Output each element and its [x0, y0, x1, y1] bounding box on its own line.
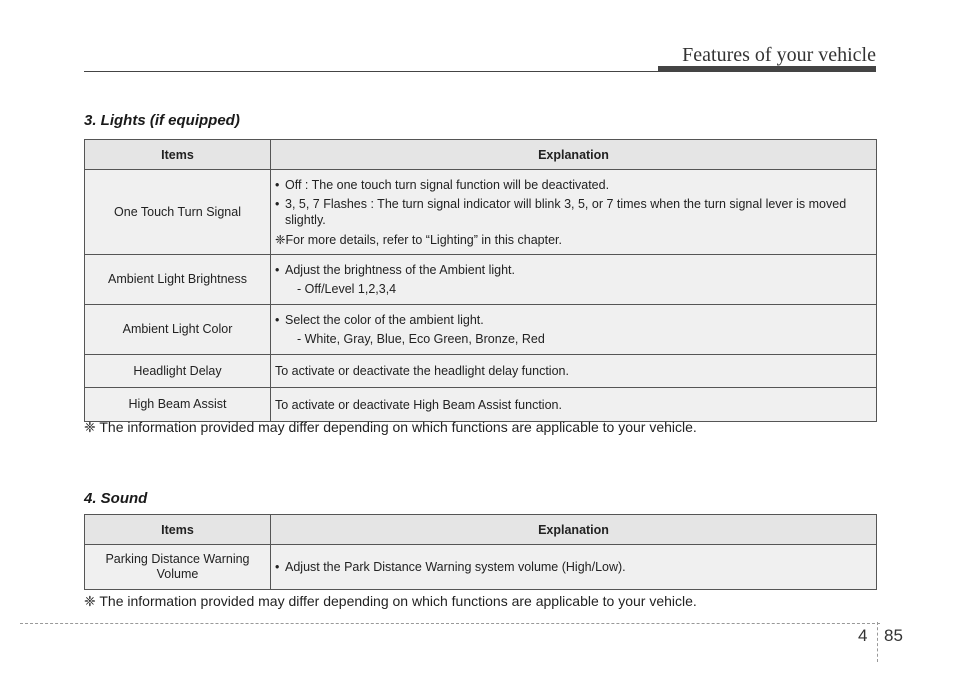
- explanation-cell: [271, 170, 877, 255]
- column-header-items: Items: [85, 515, 271, 545]
- explanation-bullet: • Adjust the Park Distance Warning system volume (High/Low).: [275, 559, 874, 575]
- item-ambient-light-color: Ambient Light Color: [85, 305, 271, 355]
- column-header-explanation: Explanation: [271, 515, 877, 545]
- table-header-row: [85, 515, 877, 545]
- header-rule-thin: [84, 71, 750, 72]
- explanation-cell: [271, 305, 877, 355]
- explanation-bullet: • Select the color of the ambient light.: [275, 312, 874, 328]
- column-header-items: Items: [85, 140, 271, 170]
- note-symbol-icon: ❈: [84, 593, 96, 609]
- item-high-beam-assist: High Beam Assist: [85, 388, 271, 422]
- header-rule-thick: [658, 66, 876, 72]
- section-title-sound: 4. Sound: [84, 490, 148, 507]
- page-chapter-number: 4: [858, 626, 868, 645]
- explanation-sub: - White, Gray, Blue, Eco Green, Bronze, Red: [297, 332, 545, 346]
- sound-table: [84, 514, 877, 590]
- table-row: [85, 545, 877, 590]
- explanation-cell: [271, 255, 877, 305]
- page-header-title: Features of your vehicle: [682, 44, 876, 66]
- item-one-touch-turn-signal: One Touch Turn Signal: [85, 170, 271, 255]
- explanation-cell: [271, 545, 877, 590]
- note-symbol-icon: ❈: [84, 419, 96, 435]
- sound-footnote: ❈ The information provided may differ depending on which functions are applicable to your vehicle.: [84, 593, 697, 609]
- explanation-bullet: • 3, 5, 7 Flashes : The turn signal indicator will blink 3, 5, or 7 times when the turn signal lever is moved slightly.: [275, 196, 874, 228]
- explanation-bullet: • Adjust the brightness of the Ambient light.: [275, 262, 874, 278]
- item-parking-distance-warning-volume: Parking Distance Warning Volume: [85, 545, 271, 590]
- explanation-bullet: • Off : The one touch turn signal function will be deactivated.: [275, 177, 874, 193]
- page-number: 85: [884, 626, 903, 645]
- item-ambient-light-brightness: Ambient Light Brightness: [85, 255, 271, 305]
- lights-footnote: ❈ The information provided may differ depending on which functions are applicable to your vehicle.: [84, 419, 697, 435]
- explanation-note: ❈For more details, refer to “Lighting” in this chapter.: [275, 233, 562, 247]
- section-title-lights: 3. Lights (if equipped): [84, 112, 240, 129]
- table-row: [85, 355, 877, 388]
- footer-dashed-divider: [877, 622, 878, 662]
- note-symbol-icon: ❈: [275, 233, 286, 247]
- table-row: [85, 255, 877, 305]
- table-row: [85, 305, 877, 355]
- footer-dashed-rule: [20, 623, 880, 624]
- explanation-cell: To activate or deactivate the headlight delay function.: [271, 355, 877, 388]
- explanation-cell: To activate or deactivate High Beam Assist function.: [271, 388, 877, 422]
- item-headlight-delay: Headlight Delay: [85, 355, 271, 388]
- table-row: [85, 170, 877, 255]
- explanation-sub: - Off/Level 1,2,3,4: [297, 282, 397, 296]
- table-row: [85, 388, 877, 422]
- column-header-explanation: Explanation: [271, 140, 877, 170]
- lights-table: [84, 139, 877, 422]
- table-header-row: [85, 140, 877, 170]
